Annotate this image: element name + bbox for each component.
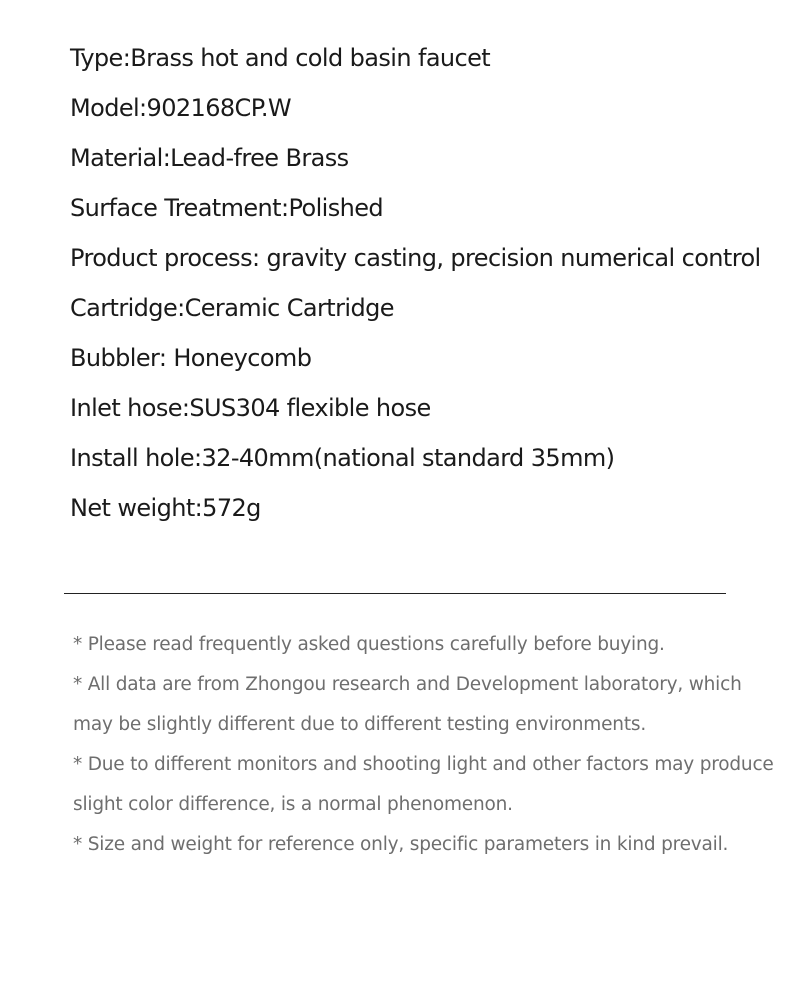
note-color-difference-cont: slight color difference, is a normal phenomenon. xyxy=(73,794,513,815)
note-data-source: * All data are from Zhongou research and Development laboratory, which xyxy=(73,674,742,695)
spec-install-hole: Install hole:32-40mm(national standard 35mm) xyxy=(70,444,615,472)
disclaimer-notes xyxy=(73,625,773,865)
note-reference-only: * Size and weight for reference only, specific parameters in kind prevail. xyxy=(73,834,729,855)
spec-model: Model:902168CP.W xyxy=(70,94,292,122)
spec-bubbler: Bubbler: Honeycomb xyxy=(70,344,312,372)
spec-material: Material:Lead-free Brass xyxy=(70,144,349,172)
spec-product-process: Product process: gravity casting, precision numerical control xyxy=(70,244,761,272)
note-faq: * Please read frequently asked questions carefully before buying. xyxy=(73,634,665,655)
note-color-difference: * Due to different monitors and shooting light and other factors may produce xyxy=(73,754,774,775)
spec-type: Type:Brass hot and cold basin faucet xyxy=(70,44,491,72)
spec-inlet-hose: Inlet hose:SUS304 flexible hose xyxy=(70,394,431,422)
spec-surface-treatment: Surface Treatment:Polished xyxy=(70,194,384,222)
note-data-source-cont: may be slightly different due to different testing environments. xyxy=(73,714,647,735)
spec-list xyxy=(70,36,770,536)
divider xyxy=(64,593,726,594)
spec-cartridge: Cartridge:Ceramic Cartridge xyxy=(70,294,394,322)
spec-net-weight: Net weight:572g xyxy=(70,494,261,522)
